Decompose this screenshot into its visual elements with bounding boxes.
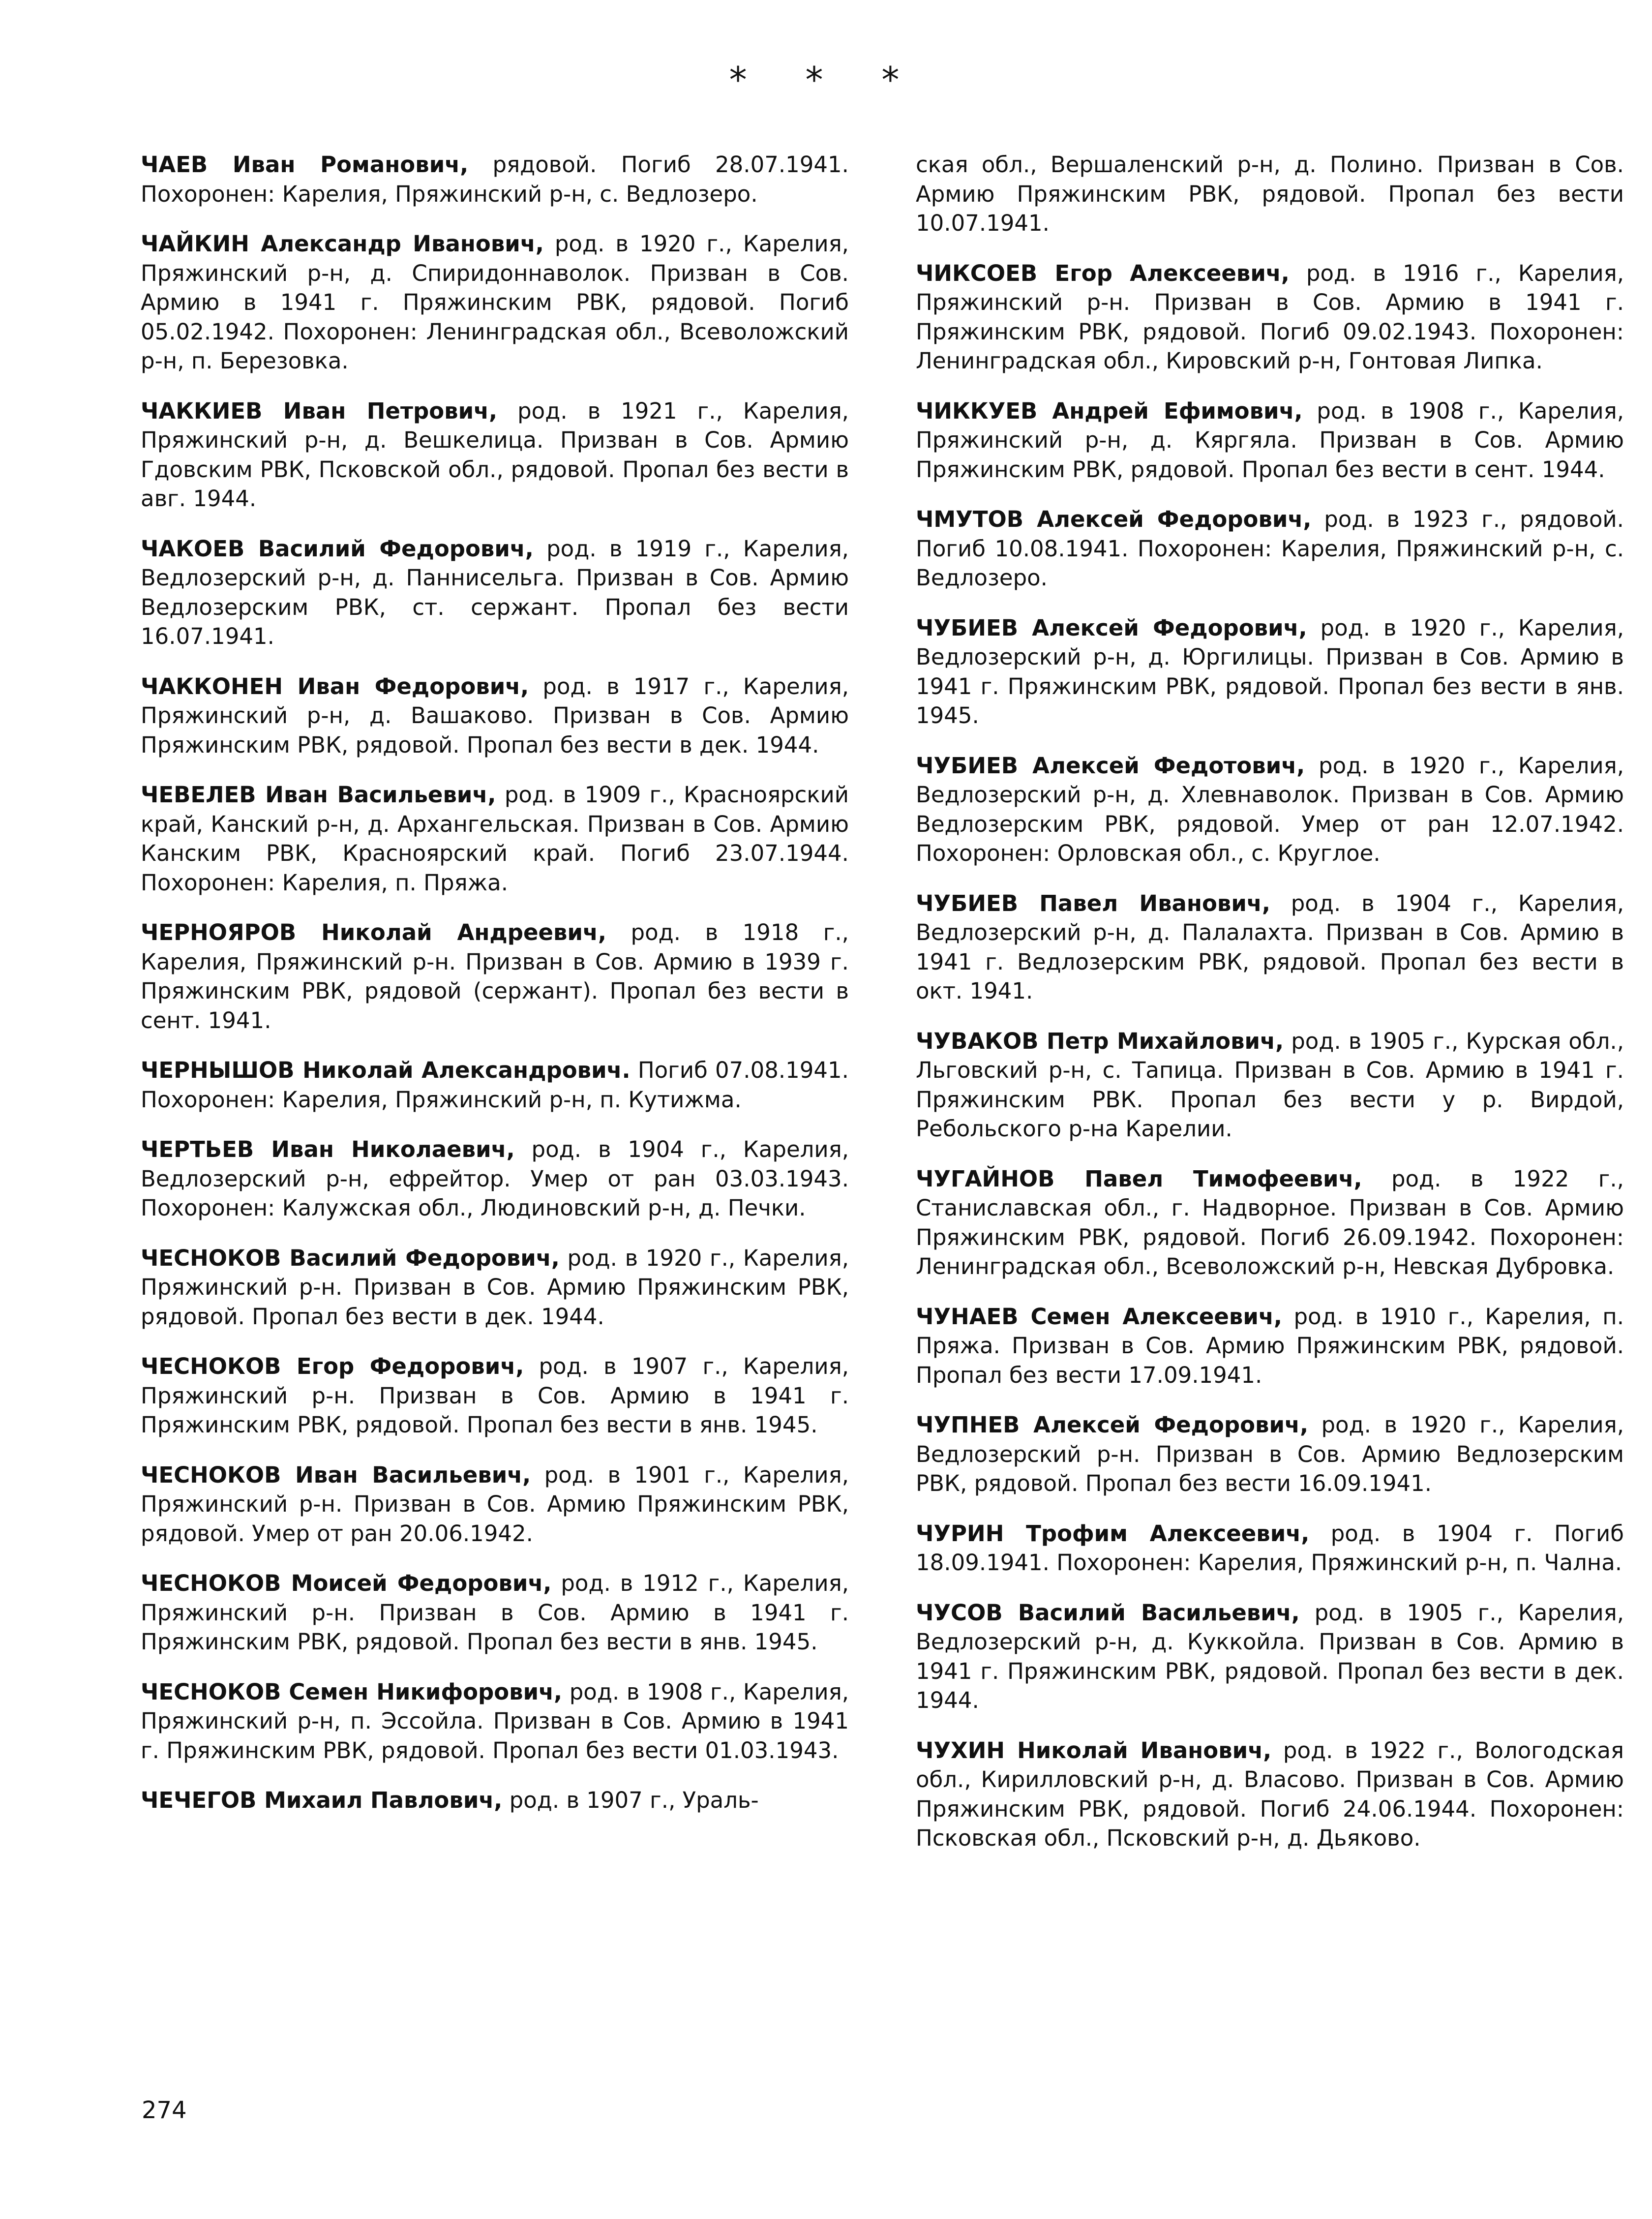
entry [916, 613, 1624, 730]
entry-continuation: ская обл., Вершаленский р-н, д. Полино. Призван в Сов. Армию Пряжинским РВК, рядовой. Пропал без вести 10.07.1941. [916, 152, 1624, 236]
entry-name: ЧУНАЕВ Семен Алексеевич, [916, 1303, 1282, 1330]
entry [916, 1027, 1624, 1144]
entry-name: ЧЕРНЫШОВ Николай Александрович. [141, 1057, 631, 1083]
entry [141, 672, 849, 760]
entry [141, 1460, 849, 1549]
entry [141, 1677, 849, 1765]
entry-text: род. в 1920 г., Карелия, Ведлозерский р-н, д. Юргилицы. Призван в Сов. Армию в 1941 г. Пряжинским РВК, рядовой. Пропал без вести в янв. 1945. [916, 614, 1624, 729]
entry [141, 1786, 849, 1815]
entry-name: ЧИКСОЕВ Егор Алексеевич, [916, 260, 1290, 286]
entry-text: род. в 1922 г., Станиславская обл., г. Надворное. Призван в Сов. Армию Пряжинским РВК, рядовой. Погиб 26.09.1942. Похоронен: Ленинградская обл., Всеволожский р-н, Невская Дубровка. [916, 1165, 1624, 1279]
entry-name: ЧАККОНЕН Иван Федорович, [141, 673, 529, 699]
entry [916, 396, 1624, 485]
entry [141, 1352, 849, 1440]
entry-text: род. в 1907 г., Ураль- [502, 1787, 759, 1813]
entry-name: ЧАЙКИН Александр Иванович, [141, 231, 544, 257]
entry-name: ЧЕЧЕГОВ Михаил Павлович, [141, 1787, 503, 1813]
entry-name: ЧИККУЕВ Андрей Ефимович, [916, 397, 1303, 424]
entry-name: ЧАЕВ Иван Романович, [141, 152, 469, 178]
entry [916, 1164, 1624, 1281]
entry [141, 229, 849, 376]
left-column [141, 150, 849, 1836]
entry-text: род. в 1908 г., Карелия, Пряжинский р-н, п. Эссойла. Призван в Сов. Армию в 1941 г. Пряжинским РВК, рядовой. Пропал без вести 01.03.1943. [141, 1678, 849, 1763]
entry-text: род. в 1920 г., Карелия, Ведлозерский р-н, д. Хлевнаволок. Призван в Сов. Армию Ведлозерским РВК, рядовой. Умер от ран 12.07.1942. Похоронен: Орловская обл., с. Круглое. [916, 752, 1624, 866]
entry [916, 259, 1624, 376]
entry-name: ЧУПНЕВ Алексей Федорович, [916, 1412, 1309, 1438]
entry [141, 1056, 849, 1114]
entry-text: род. в 1919 г., Карелия, Ведлозерский р-н, д. Паннисельга. Призван в Сов. Армию Ведлозерским РВК, ст. сержант. Пропал без вести 16.07.1941. [141, 535, 849, 649]
entry [916, 1736, 1624, 1853]
entry-name: ЧАККИЕВ Иван Петрович, [141, 397, 498, 424]
entry-text: рядовой. Погиб 28.07.1941. Похоронен: Карелия, Пряжинский р-н, с. Ведлозеро. [141, 152, 849, 207]
entry-name: ЧУРИН Трофим Алексеевич, [916, 1520, 1310, 1547]
entry-text: род. в 1918 г., Карелия, Пряжинский р-н. Призван в Сов. Армию в 1939 г. Пряжинским РВК, рядовой (сержант). Пропал без вести в сент. 1941. [141, 919, 849, 1034]
entry-text: род. в 1912 г., Карелия, Пряжинский р-н. Призван в Сов. Армию в 1941 г. Пряжинским РВК, рядовой. Пропал без вести в янв. 1945. [141, 1570, 849, 1655]
entry [916, 751, 1624, 868]
entry-name: ЧУГАЙНОВ Павел Тимофеевич, [916, 1165, 1362, 1192]
entry-name: ЧЕСНОКОВ Василий Федорович, [141, 1245, 560, 1271]
entry-name: ЧЕСНОКОВ Егор Федорович, [141, 1353, 524, 1379]
entry-name: ЧЕСНОКОВ Семен Никифорович, [141, 1678, 563, 1705]
entry-text: род. в 1910 г., Карелия, п. Пряжа. Призван в Сов. Армию Пряжинским РВК, рядовой. Пропал без вести 17.09.1941. [916, 1303, 1624, 1388]
entry [141, 534, 849, 651]
entry-name: ЧУБИЕВ Павел Иванович, [916, 890, 1270, 916]
entry-name: ЧУСОВ Василий Васильевич, [916, 1599, 1300, 1626]
entry [916, 1302, 1624, 1390]
entry [141, 918, 849, 1035]
entry [916, 1519, 1624, 1578]
entry-name: ЧУХИН Николай Иванович, [916, 1737, 1272, 1763]
entry-text: род. в 1907 г., Карелия, Пряжинский р-н. Призван в Сов. Армию в 1941 г. Пряжинским РВК, рядовой. Пропал без вести в янв. 1945. [141, 1353, 849, 1438]
entry [141, 396, 849, 514]
entry-text: род. в 1901 г., Карелия, Пряжинский р-н. Призван в Сов. Армию Пряжинским РВК, рядовой. Умер от ран 20.06.1942. [141, 1461, 849, 1547]
entry-text: род. в 1921 г., Карелия, Пряжинский р-н, д. Вешкелица. Призван в Сов. Армию Гдовским РВК, Псковской обл., рядовой. Пропал без вести в авг. 1944. [141, 397, 849, 512]
entry-name: ЧЕРНОЯРОВ Николай Андреевич, [141, 919, 607, 945]
entry [141, 780, 849, 897]
entry-text: род. в 1920 г., Карелия, Пряжинский р-н. Призван в Сов. Армию Пряжинским РВК, рядовой. Пропал без вести в дек. 1944. [141, 1245, 849, 1330]
entry [916, 1598, 1624, 1715]
entry-text: род. в 1920 г., Карелия, Пряжинский р-н, д. Спиридоннаволок. Призван в Сов. Армию в 1941 г. Пряжинским РВК, рядовой. Погиб 05.02.1942. Похоронен: Ленинградская обл., Всеволожский р-н, п. Березовка. [141, 231, 849, 374]
entry-text: Погиб 07.08.1941. Похоронен: Карелия, Пряжинский р-н, п. Кутижма. [141, 1057, 849, 1113]
entry-name: ЧУБИЕВ Алексей Федорович, [916, 614, 1307, 641]
entry-text: род. в 1922 г., Вологодская обл., Кирилловский р-н, д. Власово. Призван в Сов. Армию Пряжинским РВК, рядовой. Погиб 24.06.1944. Похоронен: Псковская обл., Псковский р-н, д. Дьяково. [916, 1737, 1624, 1851]
entry-name: ЧЕСНОКОВ Иван Васильевич, [141, 1461, 531, 1488]
entry-text: род. в 1908 г., Карелия, Пряжинский р-н, д. Кяргяла. Призван в Сов. Армию Пряжинским РВК, рядовой. Пропал без вести в сент. 1944. [916, 397, 1624, 483]
entry [141, 1569, 849, 1657]
entry-name: ЧУВАКОВ Петр Михайлович, [916, 1028, 1284, 1054]
entry [916, 505, 1624, 593]
entry-name: ЧЕРТЬЕВ Иван Николаевич, [141, 1136, 515, 1162]
entry-text: род. в 1904 г. Погиб 18.09.1941. Похоронен: Карелия, Пряжинский р-н, п. Чална. [916, 1520, 1624, 1576]
entry-name: ЧАКОЕВ Василий Федорович, [141, 535, 534, 562]
right-column [916, 150, 1624, 1874]
entry-name: ЧУБИЕВ Алексей Федотович, [916, 752, 1305, 779]
entry [916, 1410, 1624, 1498]
entry-text: род. в 1923 г., рядовой. Погиб 10.08.1941. Похоронен: Карелия, Пряжинский р-н, с. Ведлозеро. [916, 506, 1624, 591]
entry [916, 889, 1624, 1006]
entry-text: род. в 1909 г., Красноярский край, Канский р-н, д. Архангельская. Призван в Сов. Армию Канским РВК, Красноярский край. Погиб 23.07.1944. Похоронен: Карелия, п. Пряжа. [141, 782, 849, 896]
entry-name: ЧЕВЕЛЕВ Иван Васильевич, [141, 782, 496, 808]
entry-text: род. в 1920 г., Карелия, Ведлозерский р-н. Призван в Сов. Армию Ведлозерским РВК, рядовой. Пропал без вести 16.09.1941. [916, 1412, 1624, 1496]
entry-text: род. в 1905 г., Карелия, Ведлозерский р-н, д. Куккойла. Призван в Сов. Армию в 1941 г. Пряжинским РВК, рядовой. Пропал без вести в дек. 1944. [916, 1599, 1624, 1713]
entry [141, 150, 849, 209]
entry-name: ЧМУТОВ Алексей Федорович, [916, 506, 1312, 532]
entry-name: ЧЕСНОКОВ Моисей Федорович, [141, 1570, 552, 1596]
entry [141, 1135, 849, 1223]
entry-text: род. в 1904 г., Карелия, Ведлозерский р-н, д. Палалахта. Призван в Сов. Армию в 1941 г. Ведлозерским РВК, рядовой. Пропал без вести в окт. 1941. [916, 890, 1624, 1004]
page-number: 274 [142, 2097, 187, 2124]
entry-text: род. в 1904 г., Карелия, Ведлозерский р-н, ефрейтор. Умер от ран 03.03.1943. Похоронен: Калужская обл., Людиновский р-н, д. Печки. [141, 1136, 849, 1221]
entry-text: род. в 1905 г., Курская обл., Льговский р-н, с. Тапица. Призван в Сов. Армию в 1941 г. Пряжинским РВК. Пропал без вести у р. Вирдой, Ребольского р-на Карелии. [916, 1028, 1624, 1142]
entry-text: род. в 1916 г., Карелия, Пряжинский р-н. Призван в Сов. Армию в 1941 г. Пряжинским РВК, рядовой. Погиб 09.02.1943. Похоронен: Ленинградская обл., Кировский р-н, Гонтовая Липка. [916, 260, 1624, 374]
section-ornament: * * * [729, 59, 923, 100]
entry [141, 1244, 849, 1332]
entry-text: род. в 1917 г., Карелия, Пряжинский р-н, д. Вашаково. Призван в Сов. Армию Пряжинским РВК, рядовой. Пропал без вести в дек. 1944. [141, 673, 849, 758]
